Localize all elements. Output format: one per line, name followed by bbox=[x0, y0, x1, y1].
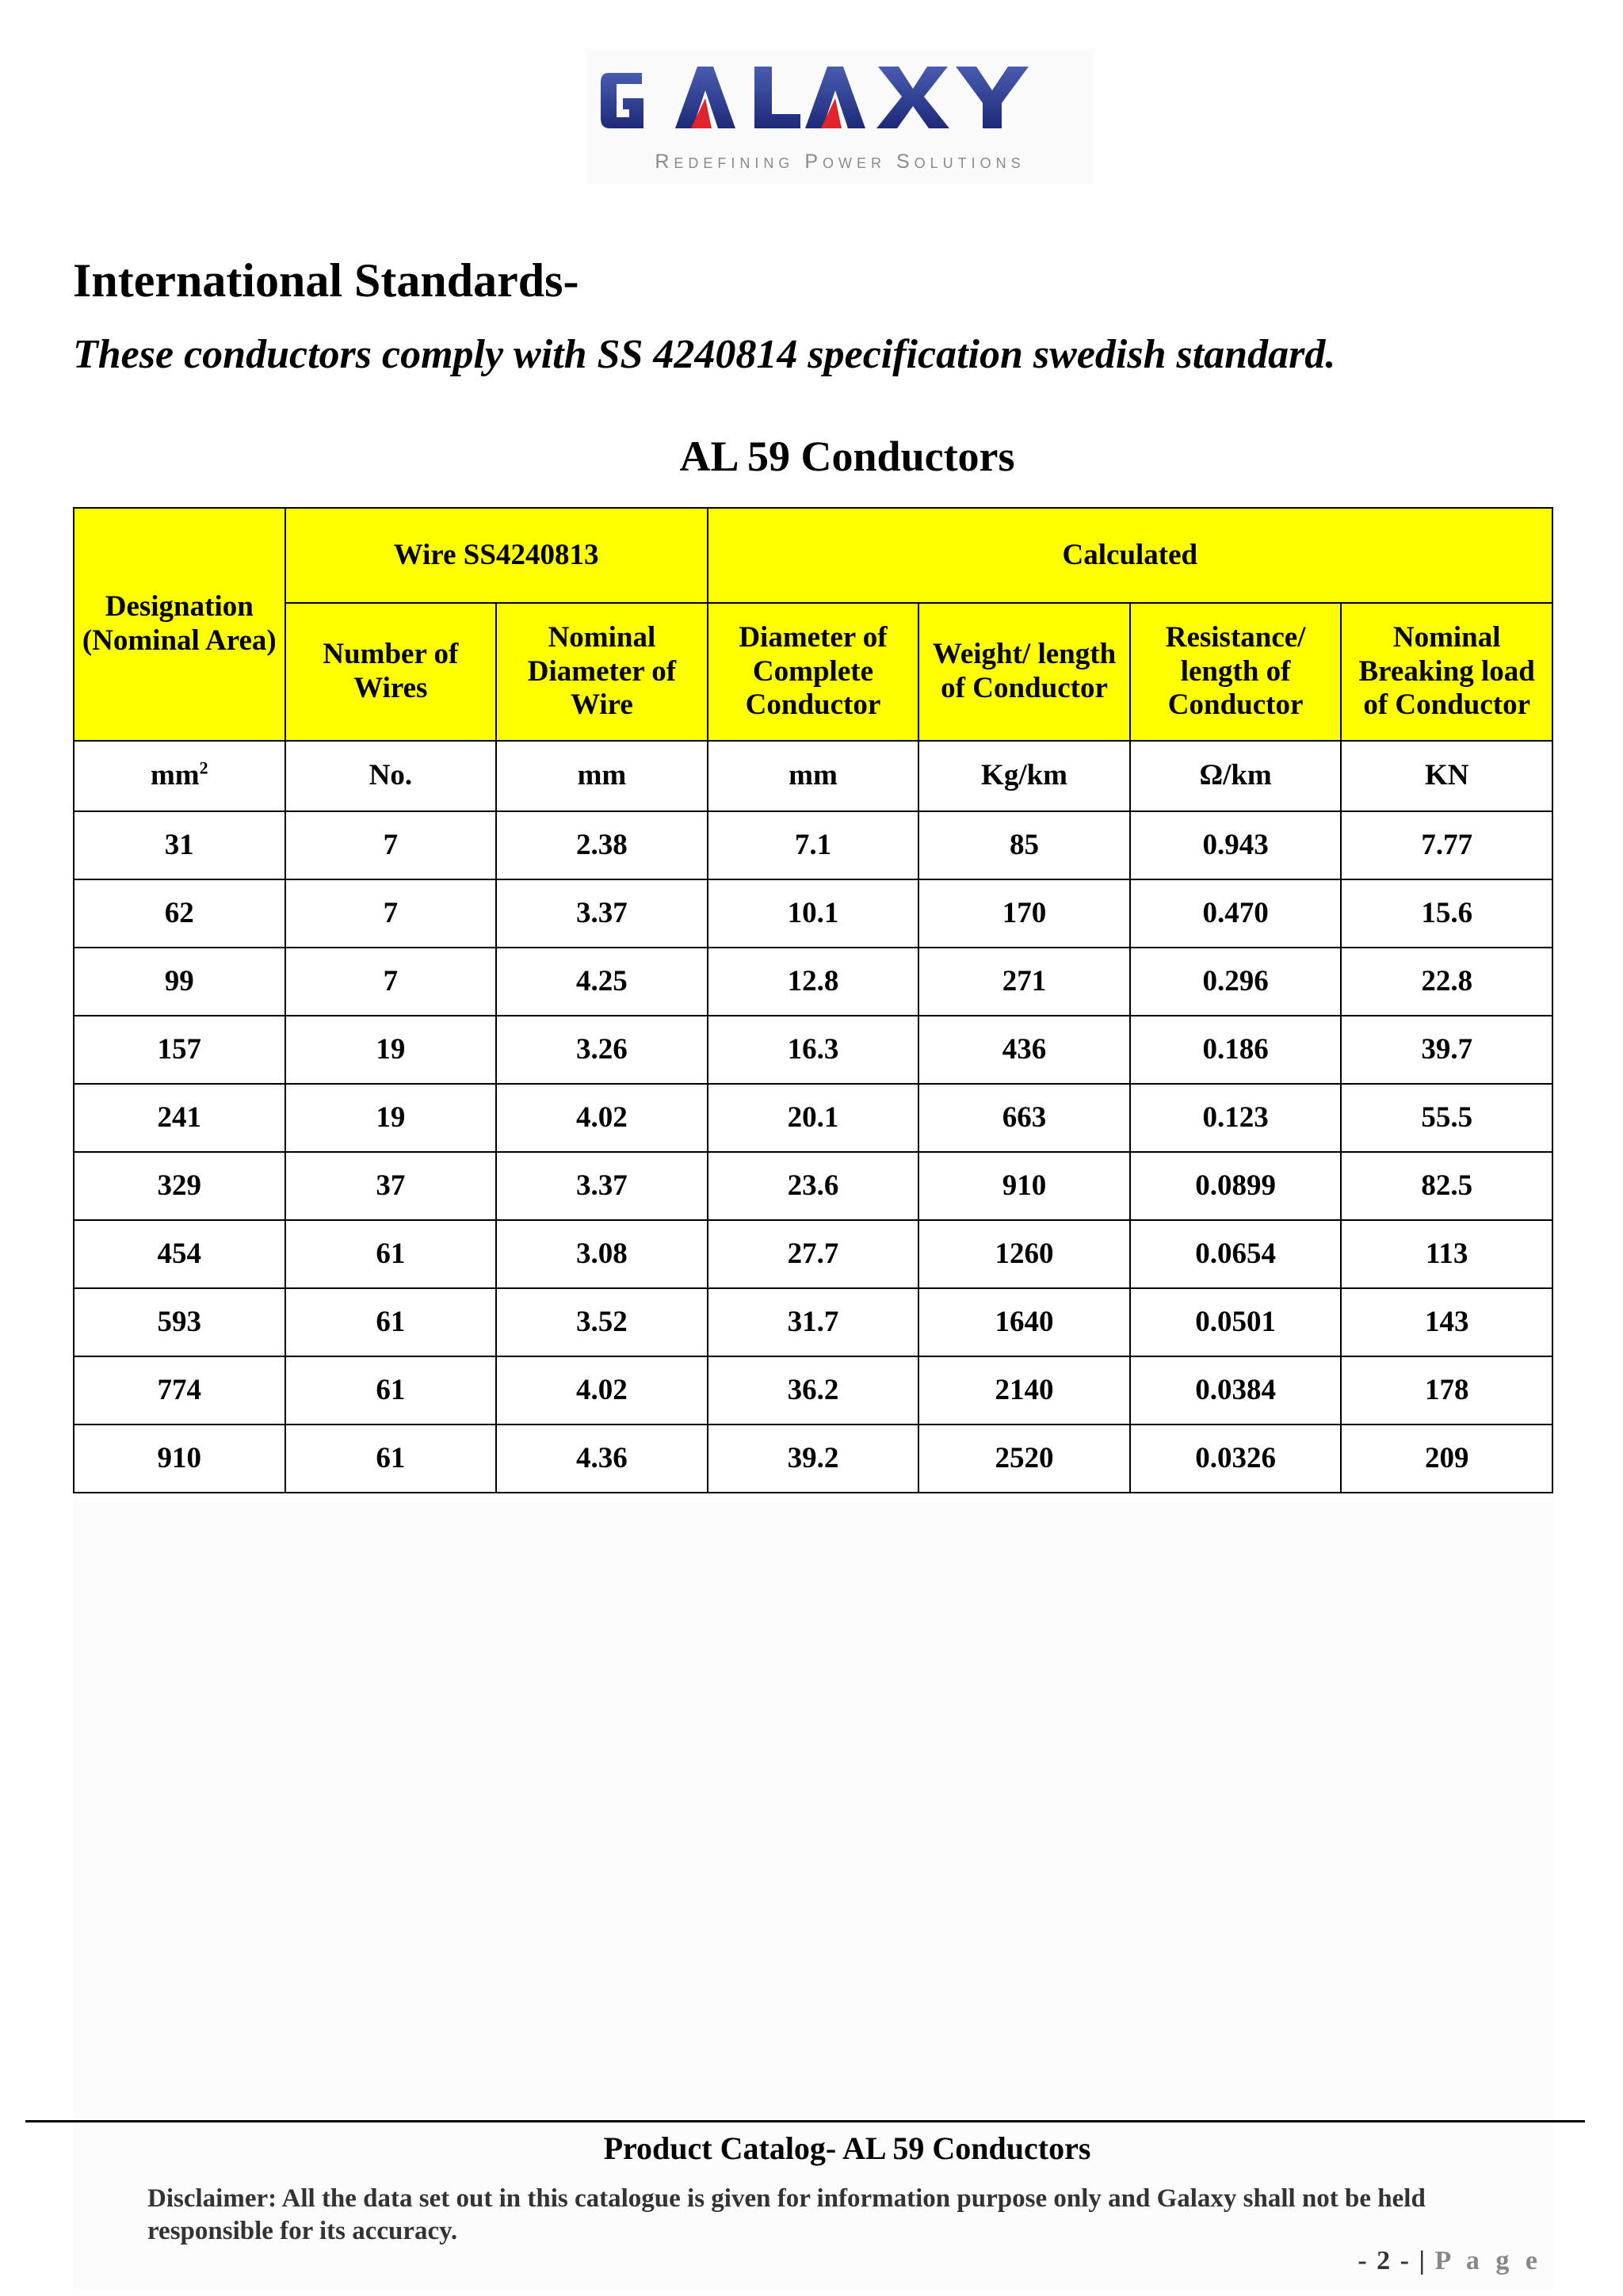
table-cell: 7.1 bbox=[708, 811, 919, 879]
unit-cell: $mm^2$ bbox=[74, 741, 285, 811]
table-cell: 271 bbox=[918, 948, 1130, 1016]
table-cell: 4.02 bbox=[496, 1084, 708, 1152]
table-row bbox=[74, 1220, 1552, 1288]
table-cell: 61 bbox=[285, 1425, 497, 1493]
table-cell: 3.37 bbox=[496, 879, 708, 948]
table-cell: 209 bbox=[1341, 1425, 1552, 1493]
unit-cell: mm bbox=[708, 741, 919, 811]
table-cell: 1640 bbox=[918, 1288, 1130, 1356]
table-cell: 0.943 bbox=[1130, 811, 1342, 879]
header-conductor-diameter: Diameter of Complete Conductor bbox=[708, 603, 919, 741]
table-cell: 157 bbox=[74, 1016, 285, 1084]
table-cell: 454 bbox=[74, 1220, 285, 1288]
table-cell: 62 bbox=[74, 879, 285, 948]
table-cell: 7 bbox=[285, 948, 497, 1016]
table-cell: 7.77 bbox=[1341, 811, 1552, 879]
table-cell: 61 bbox=[285, 1220, 497, 1288]
disclaimer: Disclaimer: All the data set out in this catalogue is given for information purpose only and Galaxy shall not be held responsible for its accuracy. bbox=[147, 2184, 1426, 2246]
table-cell: 4.36 bbox=[496, 1425, 708, 1493]
galaxy-logo bbox=[586, 49, 1094, 184]
table-cell: 61 bbox=[285, 1288, 497, 1356]
table-cell: 241 bbox=[74, 1084, 285, 1152]
table-cell: 22.8 bbox=[1341, 948, 1552, 1016]
table-cell: 663 bbox=[918, 1084, 1130, 1152]
table-row bbox=[74, 1016, 1552, 1084]
table-cell: 55.5 bbox=[1341, 1084, 1552, 1152]
table-cell: 99 bbox=[74, 948, 285, 1016]
table-cell: 0.0501 bbox=[1130, 1288, 1342, 1356]
table-title: AL 59 Conductors bbox=[679, 433, 1015, 480]
table-cell: 2520 bbox=[918, 1425, 1130, 1493]
page-label: P a g e bbox=[1434, 2246, 1542, 2275]
table-cell: 0.186 bbox=[1130, 1016, 1342, 1084]
header-nominal-diameter: Nominal Diameter of Wire bbox=[496, 603, 708, 741]
table-cell: 774 bbox=[74, 1356, 285, 1425]
table-cell: 36.2 bbox=[708, 1356, 919, 1425]
table-cell: 113 bbox=[1341, 1220, 1552, 1288]
table-row bbox=[74, 1152, 1552, 1220]
table-cell: 593 bbox=[74, 1288, 285, 1356]
table-cell: 910 bbox=[918, 1152, 1130, 1220]
table-cell: 15.6 bbox=[1341, 879, 1552, 948]
header-breaking-load: Nominal Breaking load of Conductor bbox=[1341, 603, 1552, 741]
header-wire-group: Wire SS4240813 bbox=[285, 508, 708, 603]
table-cell: 170 bbox=[918, 879, 1130, 948]
table-cell: 31.7 bbox=[708, 1288, 919, 1356]
table-row bbox=[74, 1084, 1552, 1152]
table-cell: 23.6 bbox=[708, 1152, 919, 1220]
header-resistance: Resistance/ length of Conductor bbox=[1130, 603, 1342, 741]
table-cell: 1260 bbox=[918, 1220, 1130, 1288]
table-cell: 0.0899 bbox=[1130, 1152, 1342, 1220]
page-background bbox=[73, 1497, 1553, 2290]
table-row bbox=[74, 879, 1552, 948]
table-cell: 20.1 bbox=[708, 1084, 919, 1152]
table-cell: 39.7 bbox=[1341, 1016, 1552, 1084]
table-cell: 436 bbox=[918, 1016, 1130, 1084]
table-cell: 19 bbox=[285, 1084, 497, 1152]
page-number-value: - 2 - bbox=[1358, 2246, 1411, 2275]
table-cell: 85 bbox=[918, 811, 1130, 879]
table-cell: 10.1 bbox=[708, 879, 919, 948]
table-cell: 7 bbox=[285, 811, 497, 879]
table-cell: 27.7 bbox=[708, 1220, 919, 1288]
table-cell: 82.5 bbox=[1341, 1152, 1552, 1220]
table-cell: 910 bbox=[74, 1425, 285, 1493]
table-cell: 37 bbox=[285, 1152, 497, 1220]
table-cell: 3.08 bbox=[496, 1220, 708, 1288]
table-cell: 3.52 bbox=[496, 1288, 708, 1356]
table-cell: 178 bbox=[1341, 1356, 1552, 1425]
table-cell: 0.0384 bbox=[1130, 1356, 1342, 1425]
table-cell: 0.470 bbox=[1130, 879, 1342, 948]
table-row bbox=[74, 1425, 1552, 1493]
table-row bbox=[74, 1288, 1552, 1356]
table-cell: 31 bbox=[74, 811, 285, 879]
table-cell: 0.0326 bbox=[1130, 1425, 1342, 1493]
unit-cell: Ω/km bbox=[1130, 741, 1342, 811]
table-row bbox=[74, 948, 1552, 1016]
table-cell: 329 bbox=[74, 1152, 285, 1220]
header-designation: Designation (Nominal Area) bbox=[74, 508, 285, 741]
table-cell: 12.8 bbox=[708, 948, 919, 1016]
unit-cell: Kg/km bbox=[918, 741, 1130, 811]
header-number-of-wires: Number of Wires bbox=[285, 603, 497, 741]
table-row bbox=[74, 811, 1552, 879]
table-cell: 4.25 bbox=[496, 948, 708, 1016]
table-cell: 143 bbox=[1341, 1288, 1552, 1356]
table-cell: 3.37 bbox=[496, 1152, 708, 1220]
conductor-spec-table bbox=[73, 507, 1553, 1493]
unit-cell: KN bbox=[1341, 741, 1552, 811]
table-cell: 3.26 bbox=[496, 1016, 708, 1084]
page-number: - 2 - | P a g e bbox=[1358, 2246, 1542, 2275]
table-cell: 16.3 bbox=[708, 1016, 919, 1084]
page-heading: International Standards- bbox=[73, 254, 579, 307]
standard-statement: These conductors comply with SS 4240814 specification swedish standard. bbox=[73, 332, 1336, 377]
table-cell: 0.296 bbox=[1130, 948, 1342, 1016]
table-cell: 0.123 bbox=[1130, 1084, 1342, 1152]
table-row bbox=[74, 1356, 1552, 1425]
table-cell: 2.38 bbox=[496, 811, 708, 879]
table-cell: 61 bbox=[285, 1356, 497, 1425]
footer-title: Product Catalog- AL 59 Conductors bbox=[603, 2130, 1091, 2166]
table-cell: 2140 bbox=[918, 1356, 1130, 1425]
table-cell: 7 bbox=[285, 879, 497, 948]
logo-tagline: Redefining Power Solutions bbox=[655, 151, 1025, 173]
table-cell: 39.2 bbox=[708, 1425, 919, 1493]
table-cell: 4.02 bbox=[496, 1356, 708, 1425]
unit-cell: mm bbox=[496, 741, 708, 811]
header-calculated-group: Calculated bbox=[708, 508, 1552, 603]
units-row bbox=[74, 741, 1552, 811]
header-weight: Weight/ length of Conductor bbox=[918, 603, 1130, 741]
table-cell: 19 bbox=[285, 1016, 497, 1084]
unit-cell: No. bbox=[285, 741, 497, 811]
footer-divider bbox=[25, 2120, 1585, 2122]
table-cell: 0.0654 bbox=[1130, 1220, 1342, 1288]
